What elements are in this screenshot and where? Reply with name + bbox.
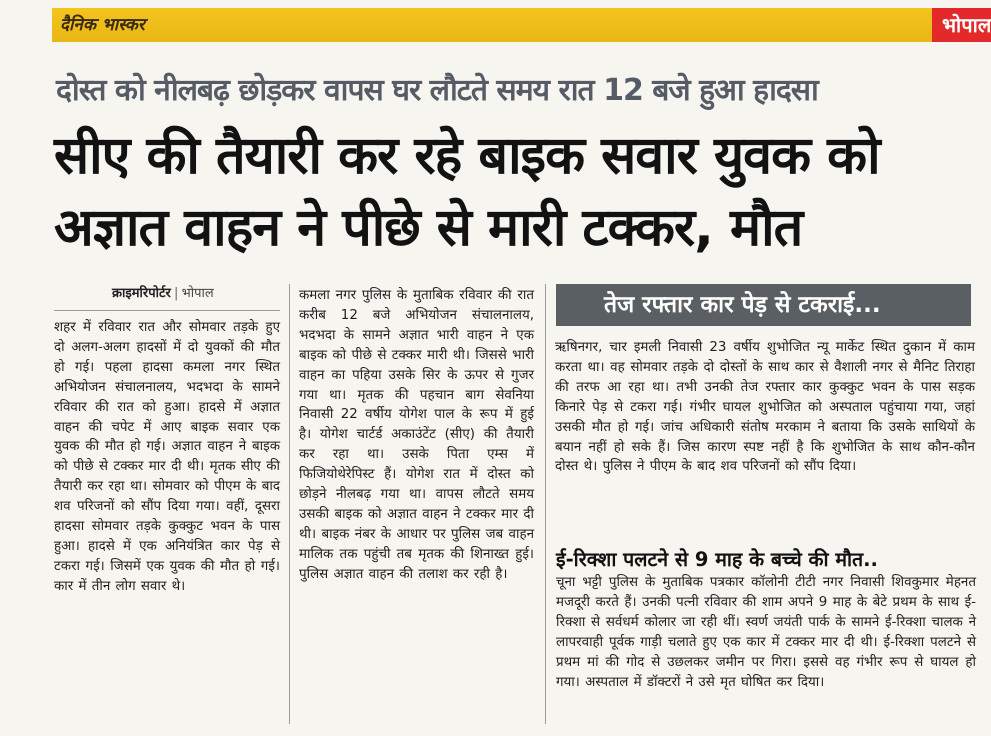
byline-reporter: क्राइमरिपोर्टर bbox=[112, 286, 171, 301]
article-kicker: दोस्त को नीलबढ़ छोड़कर वापस घर लौटते समय रात 12 बजे हुआ हादसा bbox=[56, 73, 818, 108]
sidebar-box-text bbox=[555, 338, 975, 477]
newspaper-logo: दैनिक भास्कर bbox=[60, 15, 145, 35]
byline bbox=[112, 284, 214, 304]
article-column-2: कमला नगर पुलिस के मुताबिक रविवार की रात करीब 12 बजे अभियोजन संचालनालय, भदभदा के सामने अज्ञात भारी वाहन ने एक बाइक को पीछे से टक्कर मारी थी। जिससे भारी वाहन का पहिया उसके सिर के ऊपर से गुजर गया था। मृतक की पहचान बाग सेवनिया निवासी 22 वर्षीय योगेश पाल के रूप में हुई है। योगेश चार्टर्ड अकाउंटेंट (सीए) की तैयारी कर रहा था। उसके पिता एम्स में फिजियोथेरेपिस्ट हैं। योगेश रात में दोस्त को छोड़ने नीलबढ़ गया था। वापस लौटते समय उसकी बाइक को अज्ञात वाहन ने टक्कर मार दी थी। बाइक नंबर के आधार पर पुलिस जब वाहन मालिक तक पहुंची तब मृतक की शिनाख्त हुई। पुलिस अज्ञात वाहन की तलाश कर रही है। bbox=[299, 288, 534, 582]
sidebar-box-title: तेज रफ्तार कार पेड़ से टकराई... bbox=[556, 284, 971, 326]
byline-separator: | bbox=[173, 286, 179, 301]
column-divider-1 bbox=[289, 284, 290, 724]
city-edition-tab: भोपाल bbox=[932, 8, 991, 42]
masthead-strip bbox=[52, 8, 932, 42]
byline-rule bbox=[54, 310, 280, 311]
sidebar-box-paragraph: ऋषिनगर, चार इमली निवासी 23 वर्षीय शुभोजित न्यू मार्केट स्थित दुकान में काम करता था। वह सोमवार तड़के दो दोस्तों के साथ कार से वैशाली नगर से मैनिट तिराहा की तरफ आ रहा था। तभी उनकी तेज रफ्तार कार कुक्कुट भवन के पास सड़क किनारे पेड़ से टकरा गई। गंभीर घायल शुभोजित को अस्पताल पहुंचाया गया, जहां उसकी मौत हो गई। जांच अधिकारी संतोष मरकाम ने बताया कि उसके साथियों के बयान नहीं हो सके हैं। जिस कारण स्पष्ट नहीं है कि शुभोजित के साथ कौन-कौन दोस्त थे। पुलिस ने पीएम के बाद शव परिजनों को सौंप दिया। bbox=[555, 340, 975, 475]
column-divider-2 bbox=[545, 284, 546, 724]
sidebar-second-title: ई-रिक्शा पलटने से 9 माह के बच्चे की मौत.. bbox=[556, 548, 878, 571]
article-column-1: शहर में रविवार रात और सोमवार तड़के हुए दो अलग-अलग हादसों में दो युवकों की मौत हो गई। पहला हादसा कमला नगर स्थित अभियोजन संचालनालय, भदभदा के सामने रविवार की रात को हुआ। हादसे में अज्ञात वाहन की चपेट में आए बाइक सवार एक युवक की मौत हो गई। अज्ञात वाहन ने बाइक को पीछे से टक्कर मार दी थी। मृतक सीए की तैयारी कर रहा था। सोमवार को पीएम के बाद शव परिजनों को सौंप दिया गया। वहीं, दूसरा हादसा सोमवार तड़के कुक्कुट भवन के पास हुआ। हादसे में एक अनियंत्रित कार पेड़ से टकरा गई। जिसमें एक युवक की मौत हो गई। कार में तीन लोग सवार थे। bbox=[54, 320, 280, 594]
article-headline: सीए की तैयारी कर रहे बाइक सवार युवक को अज्ञात वाहन ने पीछे से मारी टक्कर, मौत bbox=[54, 126, 880, 258]
byline-city: भोपाल bbox=[181, 286, 214, 301]
sidebar-second-paragraph: चूना भट्टी पुलिस के मुताबिक पत्रकार कॉलोनी टीटी नगर निवासी शिवकुमार मेहनत मजदूरी करते हैं। उनकी पत्नी रविवार की शाम अपने 9 माह के बेटे प्रथम के साथ ई-रिक्शा से सर्वधर्म कोलार जा रही थीं। स्वर्ण जयंती पार्क के सामने ई-रिक्शा चालक ने लापरवाही पूर्वक गाड़ी चलाते हुए एक कार में टक्कर मार दी थी। ई-रिक्शा पलटने से प्रथम मां की गोद से उछलकर जमीन पर गिरा। इससे वह गंभीर रूप से घायल हो गया। अस्पताल में डॉक्टरों ने उसे मृत घोषित कर दिया। bbox=[556, 575, 976, 690]
sidebar-second-text bbox=[556, 573, 976, 692]
